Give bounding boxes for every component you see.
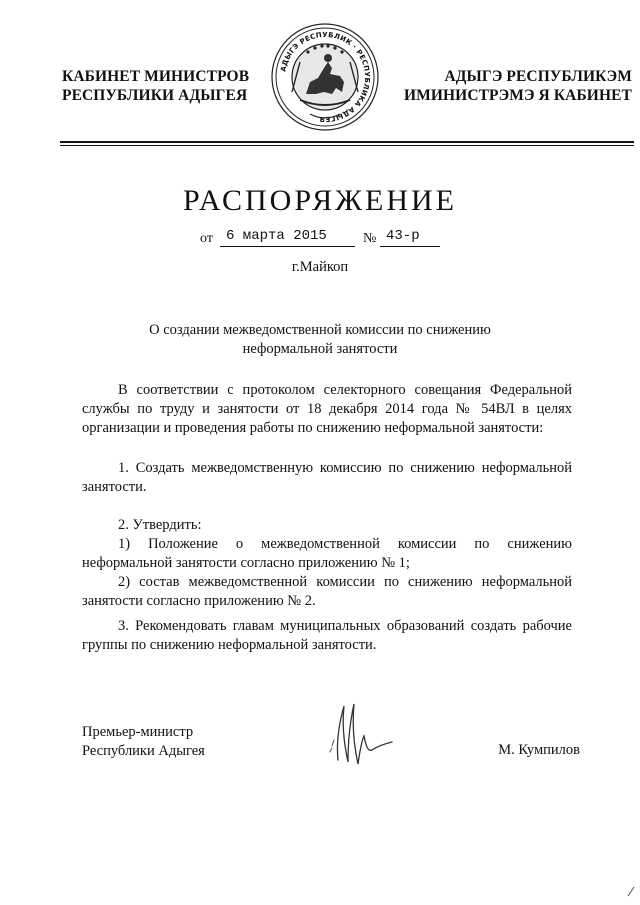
coat-of-arms-seal bbox=[270, 22, 380, 132]
header-left-line1: КАБИНЕТ МИНИСТРОВ bbox=[62, 68, 250, 85]
header-right-line2: ИМИНИСТРЭМЭ Я КАБИНЕТ bbox=[403, 87, 632, 104]
header-right-line1: АДЫГЭ РЕСПУБЛИКЭМ bbox=[444, 68, 632, 85]
header-left-block bbox=[62, 67, 262, 105]
number-value: 43-р bbox=[386, 228, 420, 244]
preamble-paragraph: В соответствии с протоколом селекторного совещания Федеральной службы по труду и занятости от 18 декабря 2014 года № 54ВЛ в целях организации и проведения работы по снижению неформальной занятости: bbox=[82, 382, 572, 437]
date-number-line bbox=[200, 228, 460, 250]
signatory-position bbox=[82, 723, 282, 761]
item-2-sub-1: 1) Положение о межведомственной комиссии по снижению неформальной занятости согласно приложению № 1; bbox=[82, 536, 572, 572]
item-2-sub-2: 2) состав межведомственной комиссии по снижению неформальной занятости согласно приложению № 2. bbox=[82, 574, 572, 610]
scan-mark bbox=[626, 884, 636, 898]
subject-line2: неформальной занятости bbox=[242, 341, 398, 357]
city: г.Майкоп bbox=[291, 259, 349, 275]
document-title: РАСПОРЯЖЕНИЕ bbox=[182, 184, 458, 217]
signatory-name: М. Кумпилов bbox=[498, 742, 580, 758]
date-prefix: от bbox=[200, 231, 213, 246]
item-2-heading: 2. Утвердить: bbox=[118, 517, 202, 533]
signatory-position-line2: Республики Адыгея bbox=[82, 743, 205, 760]
number-prefix: № bbox=[363, 231, 377, 246]
header-rule-thick bbox=[60, 141, 634, 143]
header-right-block bbox=[392, 67, 632, 105]
handwritten-signature bbox=[318, 700, 398, 772]
header-rule-thin bbox=[60, 145, 634, 146]
signatory-position-line1: Премьер-министр bbox=[82, 724, 194, 740]
item-1: 1. Создать межведомственную комиссию по снижению неформальной занятости. bbox=[82, 460, 572, 496]
document-subject bbox=[130, 321, 510, 359]
subject-line1: О создании межведомственной комиссии по снижению bbox=[149, 322, 491, 338]
item-3: 3. Рекомендовать главам муниципальных образований создать рабочие группы по снижению неформальной занятости. bbox=[82, 618, 572, 654]
header-left-line2: РЕСПУБЛИКИ АДЫГЕЯ bbox=[62, 87, 248, 104]
date-value: 6 марта 2015 bbox=[226, 228, 327, 244]
seal-text: АДЫГЭ РЕСПУБЛИК · РЕСПУБЛИКА АДЫГЕЯ bbox=[279, 30, 372, 124]
